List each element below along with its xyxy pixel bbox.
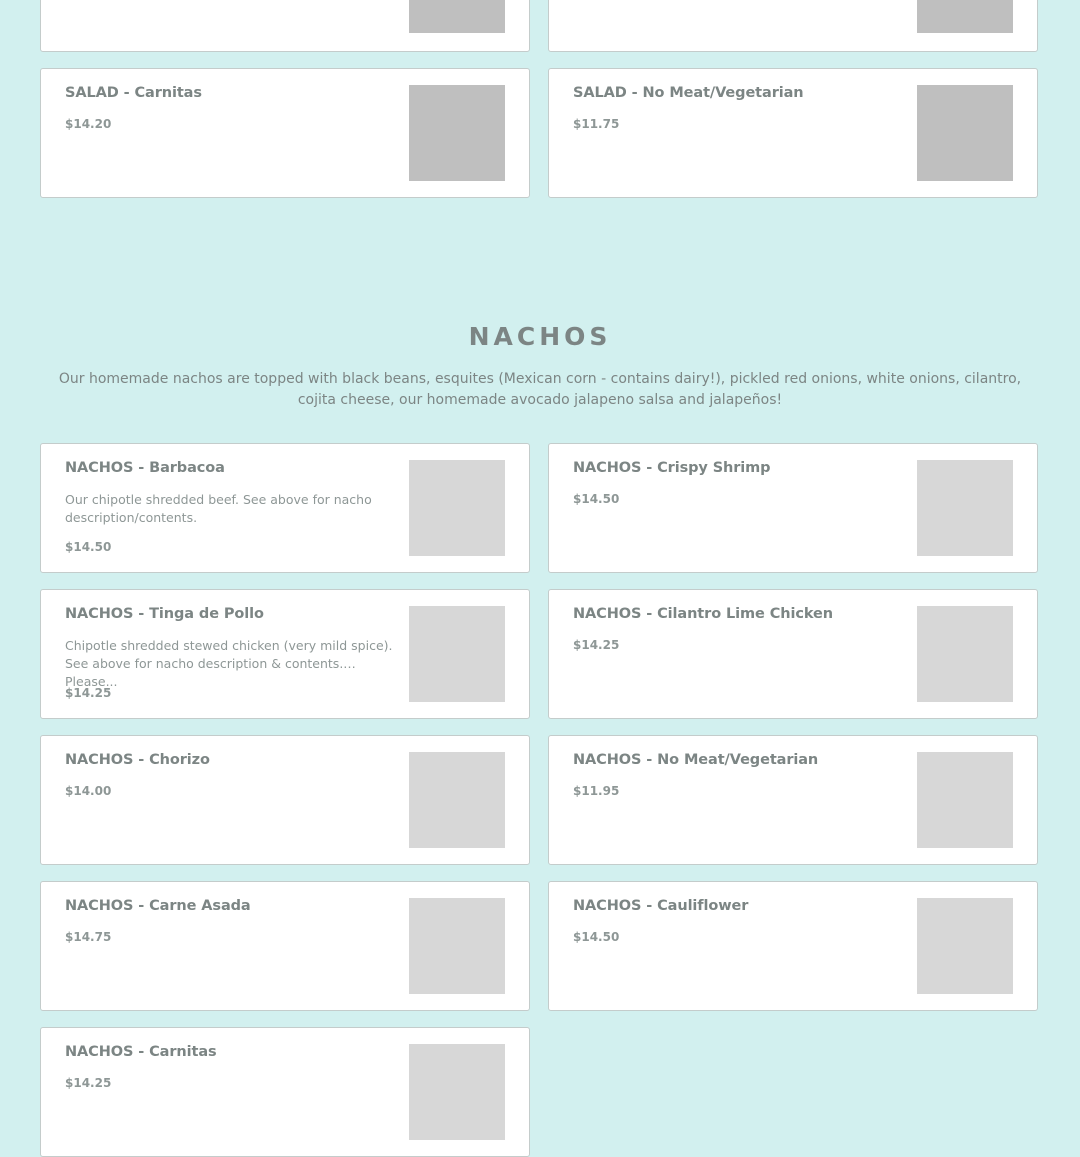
item-name: NACHOS - Cilantro Lime Chicken — [573, 606, 833, 622]
item-price: $14.25 — [65, 1076, 112, 1090]
item-image — [409, 85, 505, 181]
item-price: $14.25 — [573, 638, 620, 652]
item-price: $11.95 — [573, 784, 620, 798]
item-price: $14.50 — [573, 930, 620, 944]
item-name: SALAD - No Meat/Vegetarian — [573, 85, 804, 101]
item-image — [917, 85, 1013, 181]
item-name: NACHOS - No Meat/Vegetarian — [573, 752, 819, 768]
item-image — [917, 752, 1013, 848]
item-name: NACHOS - Crispy Shrimp — [573, 460, 771, 476]
menu-item-card-partial[interactable] — [40, 0, 530, 52]
menu-item-card[interactable] — [40, 1027, 530, 1157]
item-image — [409, 1044, 505, 1140]
section-title: NACHOS — [468, 322, 612, 351]
menu-item-card[interactable] — [40, 68, 530, 198]
section-description: Our homemade nachos are topped with black beans, esquites (Mexican corn - contains dairy!), pickled red onions, white onions, cilantro, cojita cheese, our homemade avocado jalapeno salsa and jalapeños! — [58, 371, 1022, 408]
item-description: Chipotle shredded stewed chicken (very mild spice). See above for nacho description & contents. Please... — [65, 638, 393, 689]
menu-item-card[interactable] — [40, 589, 530, 719]
item-price: $14.20 — [65, 117, 112, 131]
item-image — [917, 460, 1013, 556]
item-name: NACHOS - Barbacoa — [65, 460, 225, 476]
item-price: $14.75 — [65, 930, 112, 944]
menu-item-card[interactable] — [548, 881, 1038, 1011]
item-image — [917, 606, 1013, 702]
menu-item-card[interactable] — [548, 443, 1038, 573]
menu-item-card[interactable] — [40, 443, 530, 573]
item-image — [409, 460, 505, 556]
item-name: NACHOS - Chorizo — [65, 752, 210, 768]
item-image — [409, 0, 505, 33]
item-image — [409, 752, 505, 848]
menu-item-card[interactable] — [548, 735, 1038, 865]
menu-item-card-partial[interactable] — [548, 0, 1038, 52]
item-name: SALAD - Carnitas — [65, 85, 202, 101]
item-name: NACHOS - Carne Asada — [65, 898, 251, 914]
item-price: $11.75 — [573, 117, 620, 131]
menu-item-card[interactable] — [40, 881, 530, 1011]
item-price: $14.50 — [65, 540, 112, 554]
item-image — [409, 606, 505, 702]
item-price: $14.00 — [65, 784, 112, 798]
item-image — [917, 0, 1013, 33]
item-name: NACHOS - Carnitas — [65, 1044, 217, 1060]
item-image — [917, 898, 1013, 994]
menu-item-card[interactable] — [548, 589, 1038, 719]
item-description: Our chipotle shredded beef. See above for nacho description/contents. — [65, 492, 372, 525]
menu-item-card[interactable] — [548, 68, 1038, 198]
menu-item-card[interactable] — [40, 735, 530, 865]
item-price: $14.25 — [65, 686, 112, 700]
item-price: $14.50 — [573, 492, 620, 506]
item-name: NACHOS - Tinga de Pollo — [65, 606, 264, 622]
item-image — [409, 898, 505, 994]
item-name: NACHOS - Cauliflower — [573, 898, 749, 914]
